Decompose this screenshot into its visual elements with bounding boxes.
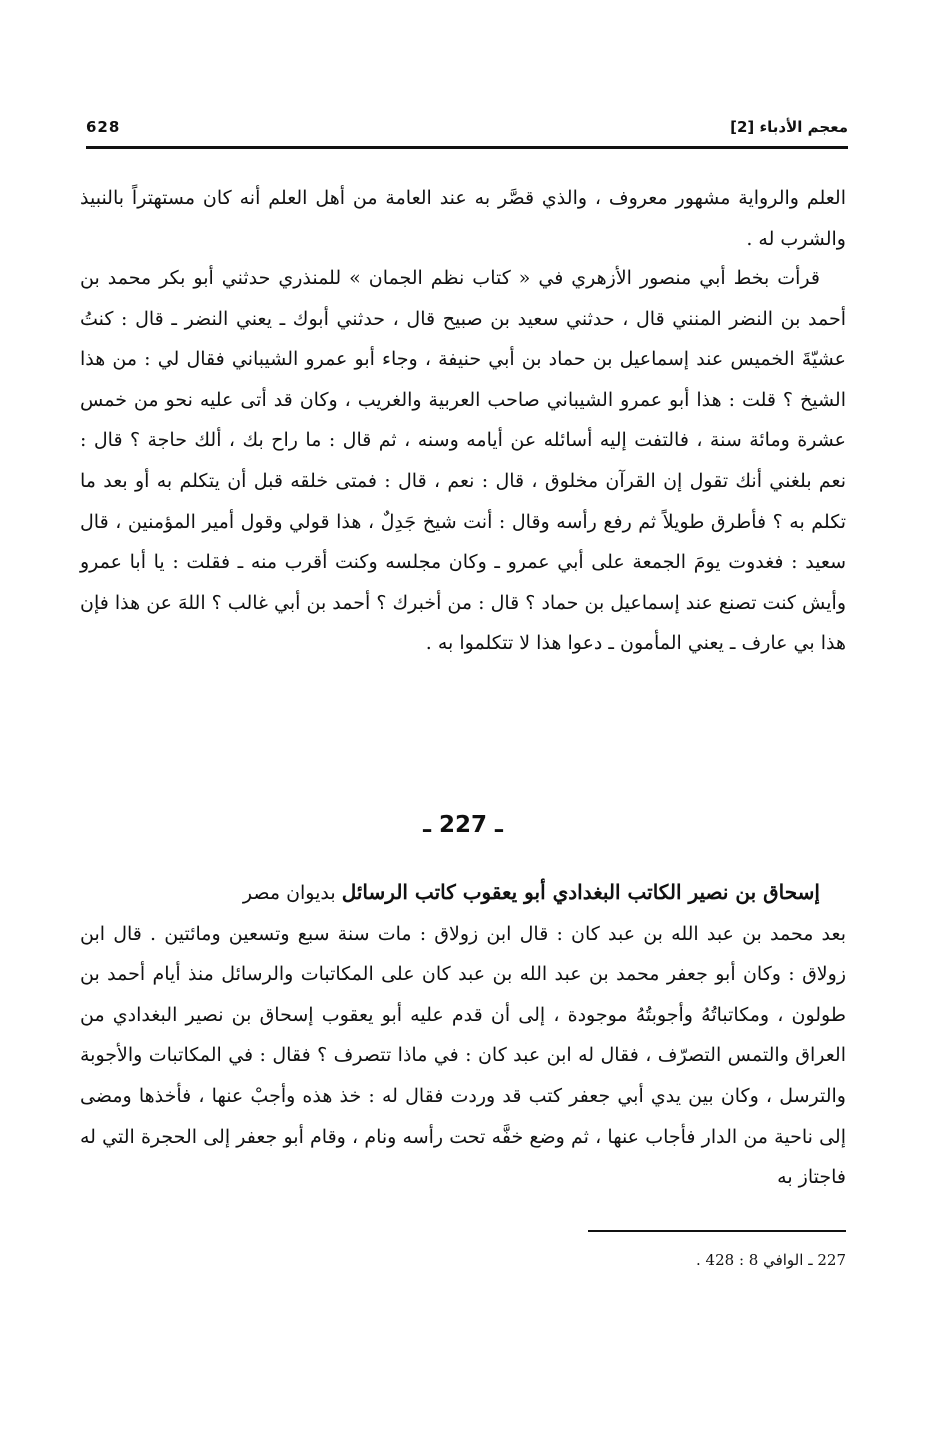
running-header (86, 112, 848, 142)
continuation-paragraph (80, 178, 846, 259)
footnote: 227 ـ الوافي 8 : 428 . (696, 1251, 846, 1269)
biography-entry (80, 872, 846, 1198)
footnote-divider (588, 1230, 846, 1232)
paragraph-text: قرأت بخط أبي منصور الأزهري في « كتاب نظم الجمان » للمنذري حدثني أبو بكر محمد بن أحمد بن النضر المنني قال ، حدثني سعيد بن صبيح قال ، حدثني أبوك ـ يعني النضر ـ قال : كنتُ عشيّةَ الخميس عند إسماعيل بن حماد بن أبي حنيفة ، وجاء أبو عمرو الشيباني فقال لي : من هذا الشيخ ؟ قلت : هذا أبو عمرو الشيباني صاحب العربية والغريب ، وكان قد أتى عليه نحو من خمس عشرة ومائة سنة ، فالتفت إليه أسائله عن أيامه وسنه ، ثم قال : ما راح بك ، ألك حاجة ؟ قال : نعم بلغني أنك تقول إن القرآن مخلوق ، قال : نعم ، قال : فمتى خلقه قبل أن يتكلم به أو بعد ما تكلم به ؟ فأطرق طويلاً ثم رفع رأسه وقال : أنت شيخ جَدِلٌ ، هذا قولي وقول أمير المؤمنين ، قال سعيد : فغدوت يومَ الجمعة على أبي عمرو ـ وكان مجلسه وكنت أقرب منه ـ فقلت : يا أبا عمرو وأيش كنت تصنع عند إسماعيل بن حماد ؟ قال : من أخبرك ؟ أحمد بن أبي غالب ؟ اللهَ عن هذا فإن هذا بي عارف ـ يعني المأمون ـ دعوا هذا لا تتكلموا به . (80, 267, 846, 655)
page-number: 628 (86, 118, 121, 136)
entry-name-suffix: بديوان مصر (242, 882, 342, 904)
narration-paragraph (80, 258, 846, 664)
header-divider (86, 146, 848, 149)
entry-name: إسحاق بن نصير الكاتب البغدادي أبو يعقوب كاتب الرسائل (341, 880, 820, 904)
entry-body: بعد محمد بن عبد الله بن عبد كان : قال ابن زولاق : مات سنة سبع وتسعين ومائتين . قال ابن زولاق : وكان أبو جعفر محمد بن عبد الله بن عبد كان على المكاتبات والرسائل منذ أيام أحمد بن طولون ، ومكاتباتُهُ وأجوبتُهُ موجودة ، إلى أن قدم عليه أبو يعقوب إسحاق بن نصير البغدادي من العراق والتمس التصرّف ، فقال له ابن عبد كان : في ماذا تتصرف ؟ فقال : في المكاتبات والأجوبة والترسل ، وكان بين يدي أبي جعفر كتب قد وردت فقال له : خذ هذه وأجبْ عنها ، فأخذها ومضى إلى ناحية من الدار فأجاب عنها ، ثم وضع خفَّه تحت رأسه ونام ، وقام أبو جعفر إلى الحجرة التي له فاجتاز به (80, 922, 846, 1189)
entry-number: ـ 227 ـ (423, 812, 503, 838)
book-title: معجم الأدباء [2] (730, 118, 848, 136)
paragraph-text: العلم والرواية مشهور معروف ، والذي قصَّر به عند العامة من أهل العلم أنه كان مستهتراً بالنبيذ والشرب له . (80, 187, 846, 250)
entry-heading-line (80, 872, 846, 914)
